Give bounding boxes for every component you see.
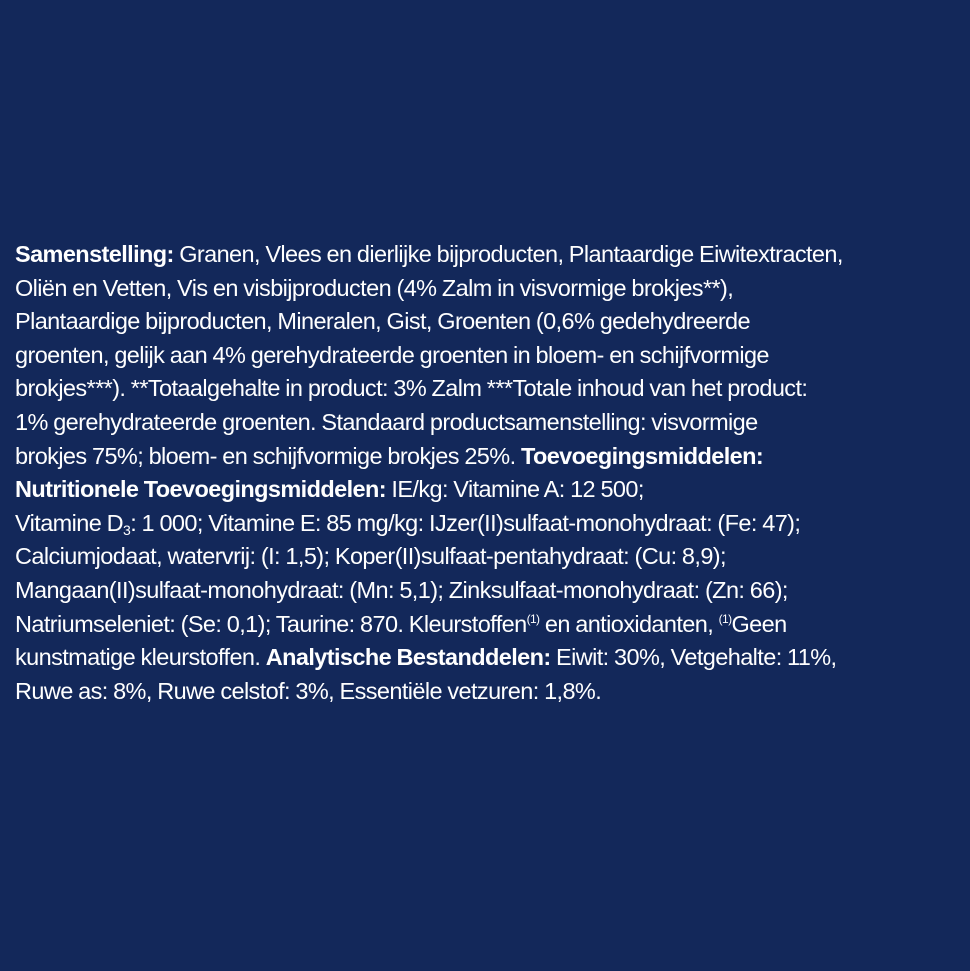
- text-line-3: Plantaardige bijproducten, Mineralen, Gist, Groenten (0,6% gedehydreerde: [15, 308, 750, 335]
- analytical-heading: Analytische Bestanddelen:: [265, 644, 551, 671]
- selenium-taurine-text: Natriumseleniet: (Se: 0,1); Taurine: 870. Kleurstoffen: [15, 610, 527, 637]
- text-line-1: [15, 238, 960, 272]
- additives-heading: Toevoegingsmiddelen:: [520, 442, 764, 469]
- ingredients-text-block: [15, 238, 960, 708]
- text-line-12: [15, 608, 960, 642]
- nutritional-additives-text: IE/kg: Vitamine A: 12 500;: [385, 476, 644, 503]
- antioxidants-text: en antioxidanten,: [539, 610, 719, 637]
- text-line-6: 1% gerehydrateerde groenten. Standaard productsamenstelling: visvormige: [15, 408, 758, 435]
- text-line-2: Oliën en Vetten, Vis en visbijproducten (4% Zalm in visvormige brokjes**),: [15, 274, 734, 301]
- text-line-5: brokjes***). **Totaalgehalte in product: 3% Zalm ***Totale inhoud van het product:: [15, 375, 808, 402]
- vitamin-d-subscript: 3: [123, 521, 131, 538]
- text-line-9: [15, 507, 960, 541]
- analytical-text: Eiwit: 30%, Vetgehalte: 11%,: [550, 644, 837, 671]
- text-line-10: Calciumjodaat, watervrij: (I: 1,5); Koper(II)sulfaat-pentahydraat: (Cu: 8,9);: [15, 543, 726, 570]
- kibble-ratio-text: brokjes 75%; bloem- en schijfvormige brokjes 25%.: [15, 442, 521, 469]
- nutritional-additives-heading: Nutritionele Toevoegingsmiddelen:: [15, 476, 386, 503]
- text-line-4: groenten, gelijk aan 4% gerehydrateerde groenten in bloem- en schijfvormige: [15, 341, 769, 368]
- composition-text: Granen, Vlees en dierlijke bijproducten, Plantaardige Eiwitextracten,: [173, 241, 843, 267]
- footnote-marker: (1): [526, 611, 540, 626]
- text-line-14: Ruwe as: 8%, Ruwe celstof: 3%, Essentiële vetzuren: 1,8%.: [15, 677, 602, 704]
- text-line-13: [15, 641, 960, 675]
- vitamin-d-text: Vitamine D: [15, 509, 124, 536]
- text-line-8: [15, 473, 960, 507]
- no-artificial-text: Geen: [731, 610, 787, 637]
- colorants-text: kunstmatige kleurstoffen.: [15, 644, 266, 671]
- footnote-marker: (1): [718, 611, 732, 626]
- text-line-11: Mangaan(II)sulfaat-monohydraat: (Mn: 5,1); Zinksulfaat-monohydraat: (Zn: 66);: [15, 576, 788, 603]
- text-line-7: [15, 440, 960, 474]
- vitamin-e-iron-text: : 1 000; Vitamine E: 85 mg/kg: IJzer(II)sulfaat-monohydraat: (Fe: 47);: [130, 509, 801, 536]
- composition-heading: Samenstelling:: [15, 241, 174, 267]
